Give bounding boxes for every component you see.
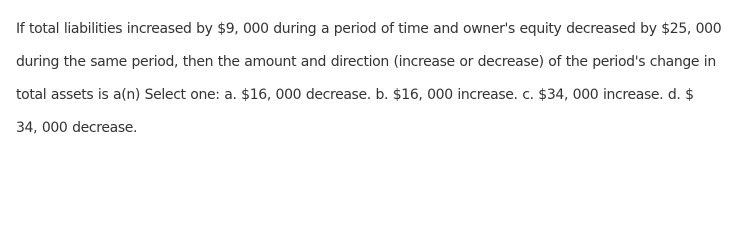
question-line-1: If total liabilities increased by $9, 000 during a period of time and owner's equity decreased by $25, 000 xyxy=(16,21,722,37)
question-line-3: total assets is a(n) Select one: a. $16, 000 decrease. b. $16, 000 increase. c. $34, 000 increase. d. $ xyxy=(16,87,694,103)
question-line-2: during the same period, then the amount and direction (increase or decrease) of the period's change in xyxy=(16,54,716,70)
question-text xyxy=(16,13,754,145)
question-line-4: 34, 000 decrease. xyxy=(16,120,138,136)
